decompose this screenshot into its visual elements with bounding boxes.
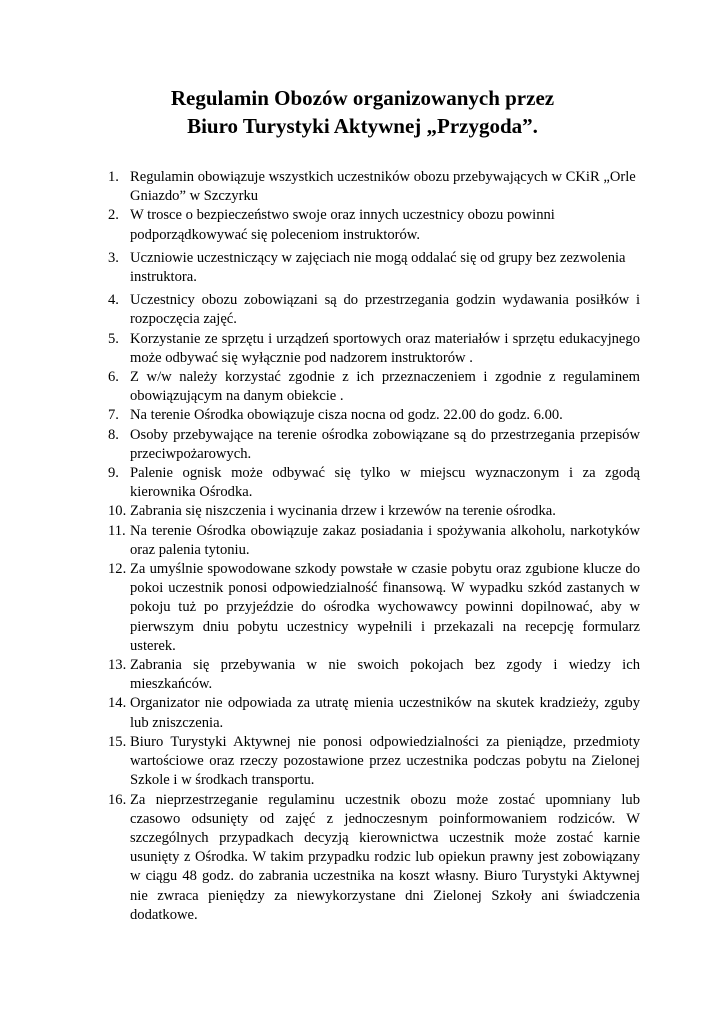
rule-item [108,656,640,694]
rule-text: Korzystanie ze sprzętu i urządzeń sportowych oraz materiałów i sprzętu edukacyjnego może odbywać się wyłącznie pod nadzorem instruktorów . [130,330,640,366]
rule-item [108,791,640,925]
rule-number: 4. [108,292,119,309]
rule-text: Zabrania się przebywania w nie swoich pokojach bez zgody i wiedzy ich mieszkańców. [130,657,640,693]
rule-number: 1. [108,169,119,185]
rule-number: 3. [108,249,119,266]
rule-item [108,406,640,425]
rule-item [108,206,640,244]
rule-text: Za umyślnie spowodowane szkody powstałe w czasie pobytu oraz zgubione klucze do pokoi uczestnik ponosi odpowiedzialność finansową. W wypadku szkód zastanych w pokoju tuż po przyjeździe do ośrodka wychowawcy powinni dopilnować, aby w pierwszym dniu pobytu uczestnicy wypełnili i przekazali na recepcję formularz usterek. [130,561,640,654]
rule-number: 2. [108,207,119,224]
rules-list [108,168,640,925]
rule-number: 9. [108,465,119,482]
rule-item [108,291,640,329]
rule-number: 5. [108,330,119,347]
rule-text: Palenie ognisk może odbywać się tylko w miejscu wyznaczonym i za zgodą kierownika Ośrodka. [130,465,640,501]
rule-text: Osoby przebywające na terenie ośrodka zobowiązane są do przestrzegania przepisów przeciwpożarowych. [130,426,640,462]
rule-number: 8. [108,426,119,443]
rule-number: 12. [108,561,127,578]
rule-text: Uczestnicy obozu zobowiązani są do przestrzegania godzin wydawania posiłków i rozpoczęcia zajęć. [130,292,640,328]
rule-text: Na terenie Ośrodka obowiązuje cisza nocna od godz. 22.00 do godz. 6.00. [130,407,563,424]
rule-text: Z w/w należy korzystać zgodnie z ich przeznaczeniem i zgodnie z regulaminem obowiązującym na danym obiekcie . [130,369,640,405]
rule-number: 13. [108,657,127,674]
rule-item [108,502,640,521]
rule-number: 10. [108,503,127,520]
title-line-1: Regulamin Obozów organizowanych przez [170,86,555,110]
rule-item [108,464,640,502]
rule-number: 7. [108,407,119,424]
rule-item [108,330,640,368]
rule-item [108,426,640,464]
title-line-2: Biuro Turystyki Aktywnej „Przygoda”. [187,114,538,138]
rule-item [108,249,640,287]
rule-item [108,368,640,406]
rule-text: W trosce o bezpieczeństwo swoje oraz innych uczestnicy obozu powinni podporządkowywać się poleceniom instruktorów. [130,207,555,243]
rule-item [108,168,640,206]
rule-text: Za nieprzestrzeganie regulaminu uczestnik obozu może zostać upomniany lub czasowo odsunięty od zajęć z jednoczesnym poinformowaniem rodziców. W szczególnych przypadkach decyzją kierownictwa uczestnik może zostać karnie usunięty z Ośrodka. W takim przypadku rodzic lub opiekun prawny jest zobowiązany w ciągu 48 godz. do zabrania uczestnika na koszt własny. Biuro Turystyki Aktywnej nie zwraca pieniędzy za niewykorzystane dni Zielonej Szkoły ani świadczenia dodatkowe. [130,791,640,923]
rule-item [108,560,640,656]
rule-item [108,733,640,791]
rule-number: 6. [108,369,119,386]
rule-number: 14. [108,695,127,712]
document-title [0,84,725,140]
rule-item [108,694,640,732]
rule-text: Organizator nie odpowiada za utratę mienia uczestników na skutek kradzieży, zguby lub zniszczenia. [130,695,640,731]
rule-text: Zabrania się niszczenia i wycinania drzew i krzewów na terenie ośrodka. [130,503,556,520]
rule-text: Biuro Turystyki Aktywnej nie ponosi odpowiedzialności za pieniądze, przedmioty wartościowe oraz rzeczy pozostawione przez uczestnika podczas pobytu na Zielonej Szkole i w środkach transportu. [130,733,640,789]
rule-number: 11. [108,522,126,539]
rule-number: 15. [108,733,127,750]
rule-text: Uczniowie uczestniczący w zajęciach nie mogą oddalać się od grupy bez zezwolenia instruktora. [130,249,626,286]
rule-item [108,522,640,560]
rule-text: Na terenie Ośrodka obowiązuje zakaz posiadania i spożywania alkoholu, narkotyków oraz palenia tytoniu. [130,522,640,558]
rule-text: Regulamin obowiązuje wszystkich uczestników obozu przebywających w CKiR „Orle Gniazdo” w Szczyrku [130,169,636,205]
rule-number: 16. [108,791,127,808]
